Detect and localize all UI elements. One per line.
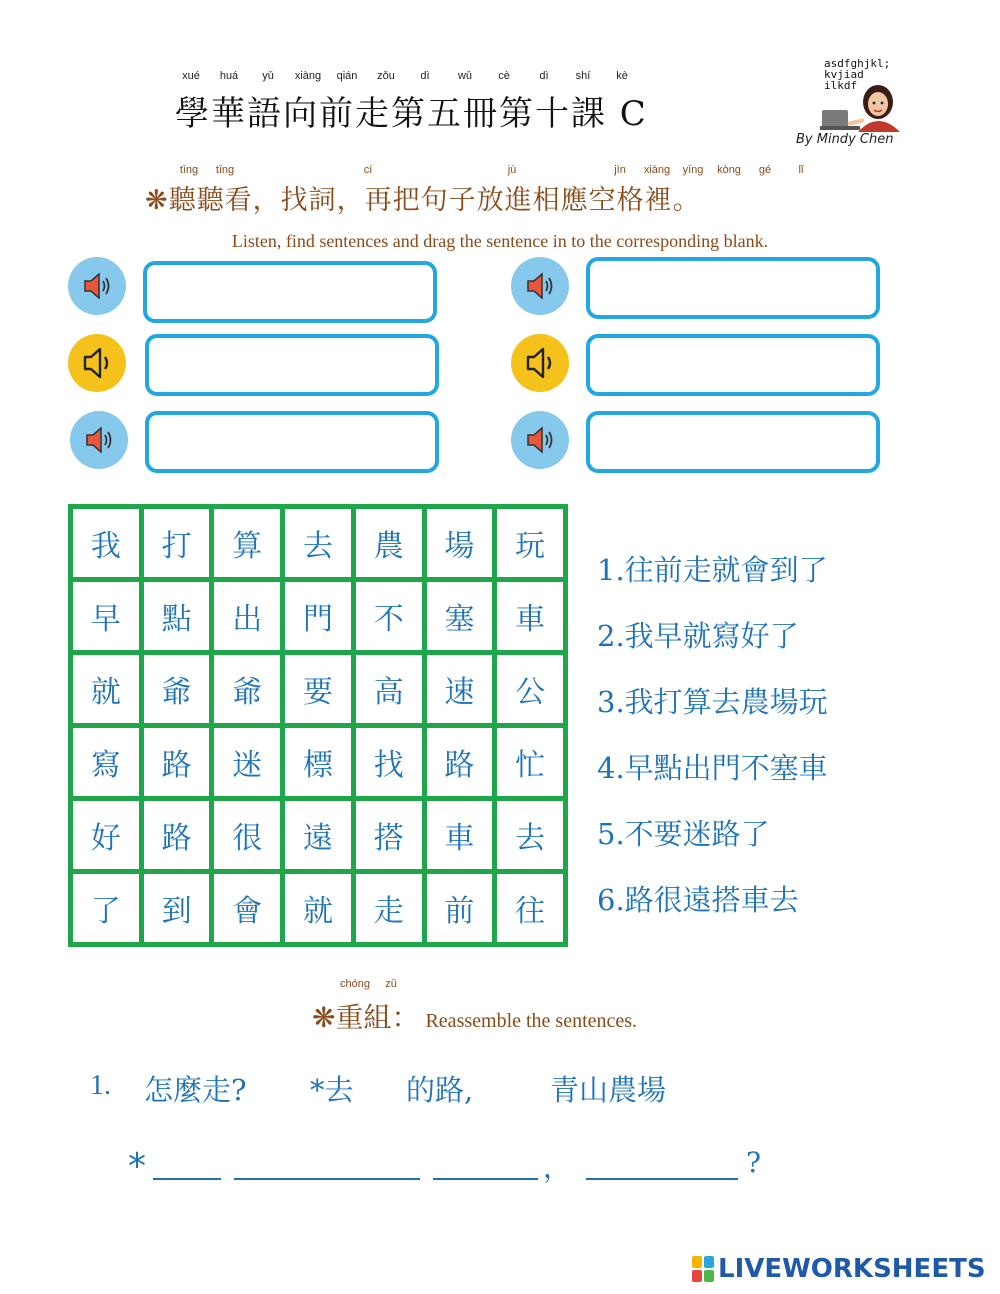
speaker-button-5[interactable] [70,411,128,469]
grid-cell[interactable]: 玩 [497,509,563,577]
logo-letters: asdfghjkl; kvjiad ilkdf [824,57,891,92]
grid-cell[interactable]: 打 [144,509,210,577]
grid-cell[interactable]: 迷 [214,728,280,796]
pinyin-syllable: xiāng [643,164,671,176]
draggable-sentence-6[interactable]: 6.路很遠搭車去 [597,883,799,917]
grid-cell[interactable]: 寫 [73,728,139,796]
grid-cell[interactable]: 出 [214,582,280,650]
pinyin-syllable: kòng [717,164,741,176]
author-logo [796,57,928,158]
grid-cell[interactable]: 農 [356,509,422,577]
grid-cell[interactable]: 找 [356,728,422,796]
grid-cell[interactable]: 搭 [356,801,422,869]
draggable-piece-2[interactable]: *去 [310,1073,354,1107]
grid-cell[interactable]: 爺 [144,655,210,723]
answer-blank-2[interactable] [234,1178,420,1180]
word-search-grid [68,504,568,947]
pinyin-syllable: yǔ [262,70,274,82]
grid-cell[interactable]: 路 [427,728,493,796]
answer-dropbox-6[interactable] [586,411,880,473]
answer-dropbox-3[interactable] [145,334,439,396]
grid-cell[interactable]: 遠 [285,801,351,869]
pinyin-syllable: zǔ [385,978,397,990]
liveworksheets-logo-icon [692,1256,714,1282]
grid-cell[interactable]: 到 [144,874,210,942]
pinyin-syllable: yīng [682,164,704,176]
section2-heading [312,996,637,1036]
liveworksheets-wordmark: LIVEWORKSHEETS [718,1254,986,1284]
page-title: 學華語向前走第五冊第十課 C [175,94,648,134]
pinyin-syllable: jìn [614,164,626,176]
section2-pinyin [0,978,1000,992]
grid-cell[interactable]: 會 [214,874,280,942]
grid-cell[interactable]: 往 [497,874,563,942]
section2-heading-zh: ❋重組： [312,1001,420,1034]
grid-cell[interactable]: 忙 [497,728,563,796]
grid-cell[interactable]: 去 [285,509,351,577]
grid-cell[interactable]: 很 [214,801,280,869]
grid-cell[interactable]: 標 [285,728,351,796]
grid-cell[interactable]: 路 [144,728,210,796]
pinyin-syllable: chóng [340,978,370,990]
pinyin-syllable: cí [363,164,373,176]
instruction-pinyin [0,164,1000,178]
grid-cell[interactable]: 要 [285,655,351,723]
question-number: 1. [90,1070,111,1101]
grid-cell[interactable]: 算 [214,509,280,577]
grid-cell[interactable]: 路 [144,801,210,869]
grid-cell[interactable]: 速 [427,655,493,723]
pinyin-syllable: shí [575,70,591,82]
pinyin-syllable: wǔ [457,70,473,82]
grid-cell[interactable]: 就 [73,655,139,723]
pinyin-syllable: xiàng [294,70,322,82]
answer-dropbox-1[interactable] [143,261,437,323]
speaker-button-2[interactable] [511,257,569,315]
speaker-playing-icon [522,422,558,458]
draggable-sentence-2[interactable]: 2.我早就寫好了 [597,619,799,653]
draggable-sentence-1[interactable]: 1.往前走就會到了 [597,553,828,587]
answer-blank-4[interactable] [586,1178,738,1180]
answer-dropbox-4[interactable] [586,334,880,396]
pinyin-syllable: huá [219,70,239,82]
teacher-avatar-icon [820,80,906,132]
pinyin-syllable: dì [539,70,549,82]
grid-cell[interactable]: 塞 [427,582,493,650]
instruction-english: Listen, find sentences and drag the sentence in to the corresponding blank. [231,231,769,251]
pinyin-syllable: zǒu [377,70,395,82]
answer-dropbox-2[interactable] [586,257,880,319]
grid-cell[interactable]: 早 [73,582,139,650]
grid-cell[interactable]: 前 [427,874,493,942]
section2-heading-en: Reassemble the sentences. [425,1010,638,1032]
grid-cell[interactable]: 不 [356,582,422,650]
pinyin-syllable: gé [758,164,772,176]
star-marker: * [128,1146,146,1187]
answer-dropbox-5[interactable] [145,411,439,473]
pinyin-syllable: tīng [179,164,199,176]
speaker-button-6[interactable] [511,411,569,469]
pinyin-syllable: jù [507,164,517,176]
speaker-button-4[interactable] [511,334,569,392]
draggable-piece-4[interactable]: 青山農場 [550,1073,667,1107]
speaker-playing-icon [81,422,117,458]
answer-blank-1[interactable] [153,1178,221,1180]
pinyin-syllable: tīng [215,164,235,176]
draggable-piece-3[interactable]: 的路, [406,1073,474,1107]
grid-cell[interactable]: 門 [285,582,351,650]
pinyin-syllable: dì [420,70,430,82]
grid-cell[interactable]: 車 [497,582,563,650]
speaker-playing-icon [79,268,115,304]
pinyin-syllable: cè [498,70,510,82]
speaker-button-3[interactable] [68,334,126,392]
pinyin-syllable: kè [616,70,628,82]
grid-cell[interactable]: 我 [73,509,139,577]
draggable-piece-1[interactable]: 怎麼走? [144,1073,247,1107]
instruction-text: ❋聽聽看，找詞，再把句子放進相應空格裡。 [145,185,701,216]
grid-cell[interactable]: 公 [497,655,563,723]
pinyin-syllable: xué [182,70,200,82]
grid-cell[interactable]: 了 [73,874,139,942]
grid-cell[interactable]: 就 [285,874,351,942]
speaker-muted-icon [520,343,560,383]
grid-cell[interactable]: 好 [73,801,139,869]
grid-cell[interactable]: 車 [427,801,493,869]
grid-cell[interactable]: 點 [144,582,210,650]
pinyin-syllable: lǐ [798,164,804,176]
grid-cell[interactable]: 高 [356,655,422,723]
speaker-muted-icon [77,343,117,383]
draggable-sentence-3[interactable]: 3.我打算去農場玩 [597,685,828,719]
answer-blank-3[interactable] [433,1178,538,1180]
grid-cell[interactable]: 去 [497,801,563,869]
grid-cell[interactable]: 走 [356,874,422,942]
pinyin-syllable: qián [336,70,358,82]
speaker-button-1[interactable] [68,257,126,315]
grid-cell[interactable]: 爺 [214,655,280,723]
draggable-sentence-5[interactable]: 5.不要迷路了 [597,817,770,851]
grid-cell[interactable]: 場 [427,509,493,577]
logo-byline: By Mindy Chen [796,132,894,147]
liveworksheets-brand [692,1254,986,1284]
draggable-sentence-4[interactable]: 4.早點出門不塞車 [597,751,828,785]
question-mark: ? [746,1146,762,1179]
comma-mark: ， [543,1151,572,1184]
speaker-playing-icon [522,268,558,304]
